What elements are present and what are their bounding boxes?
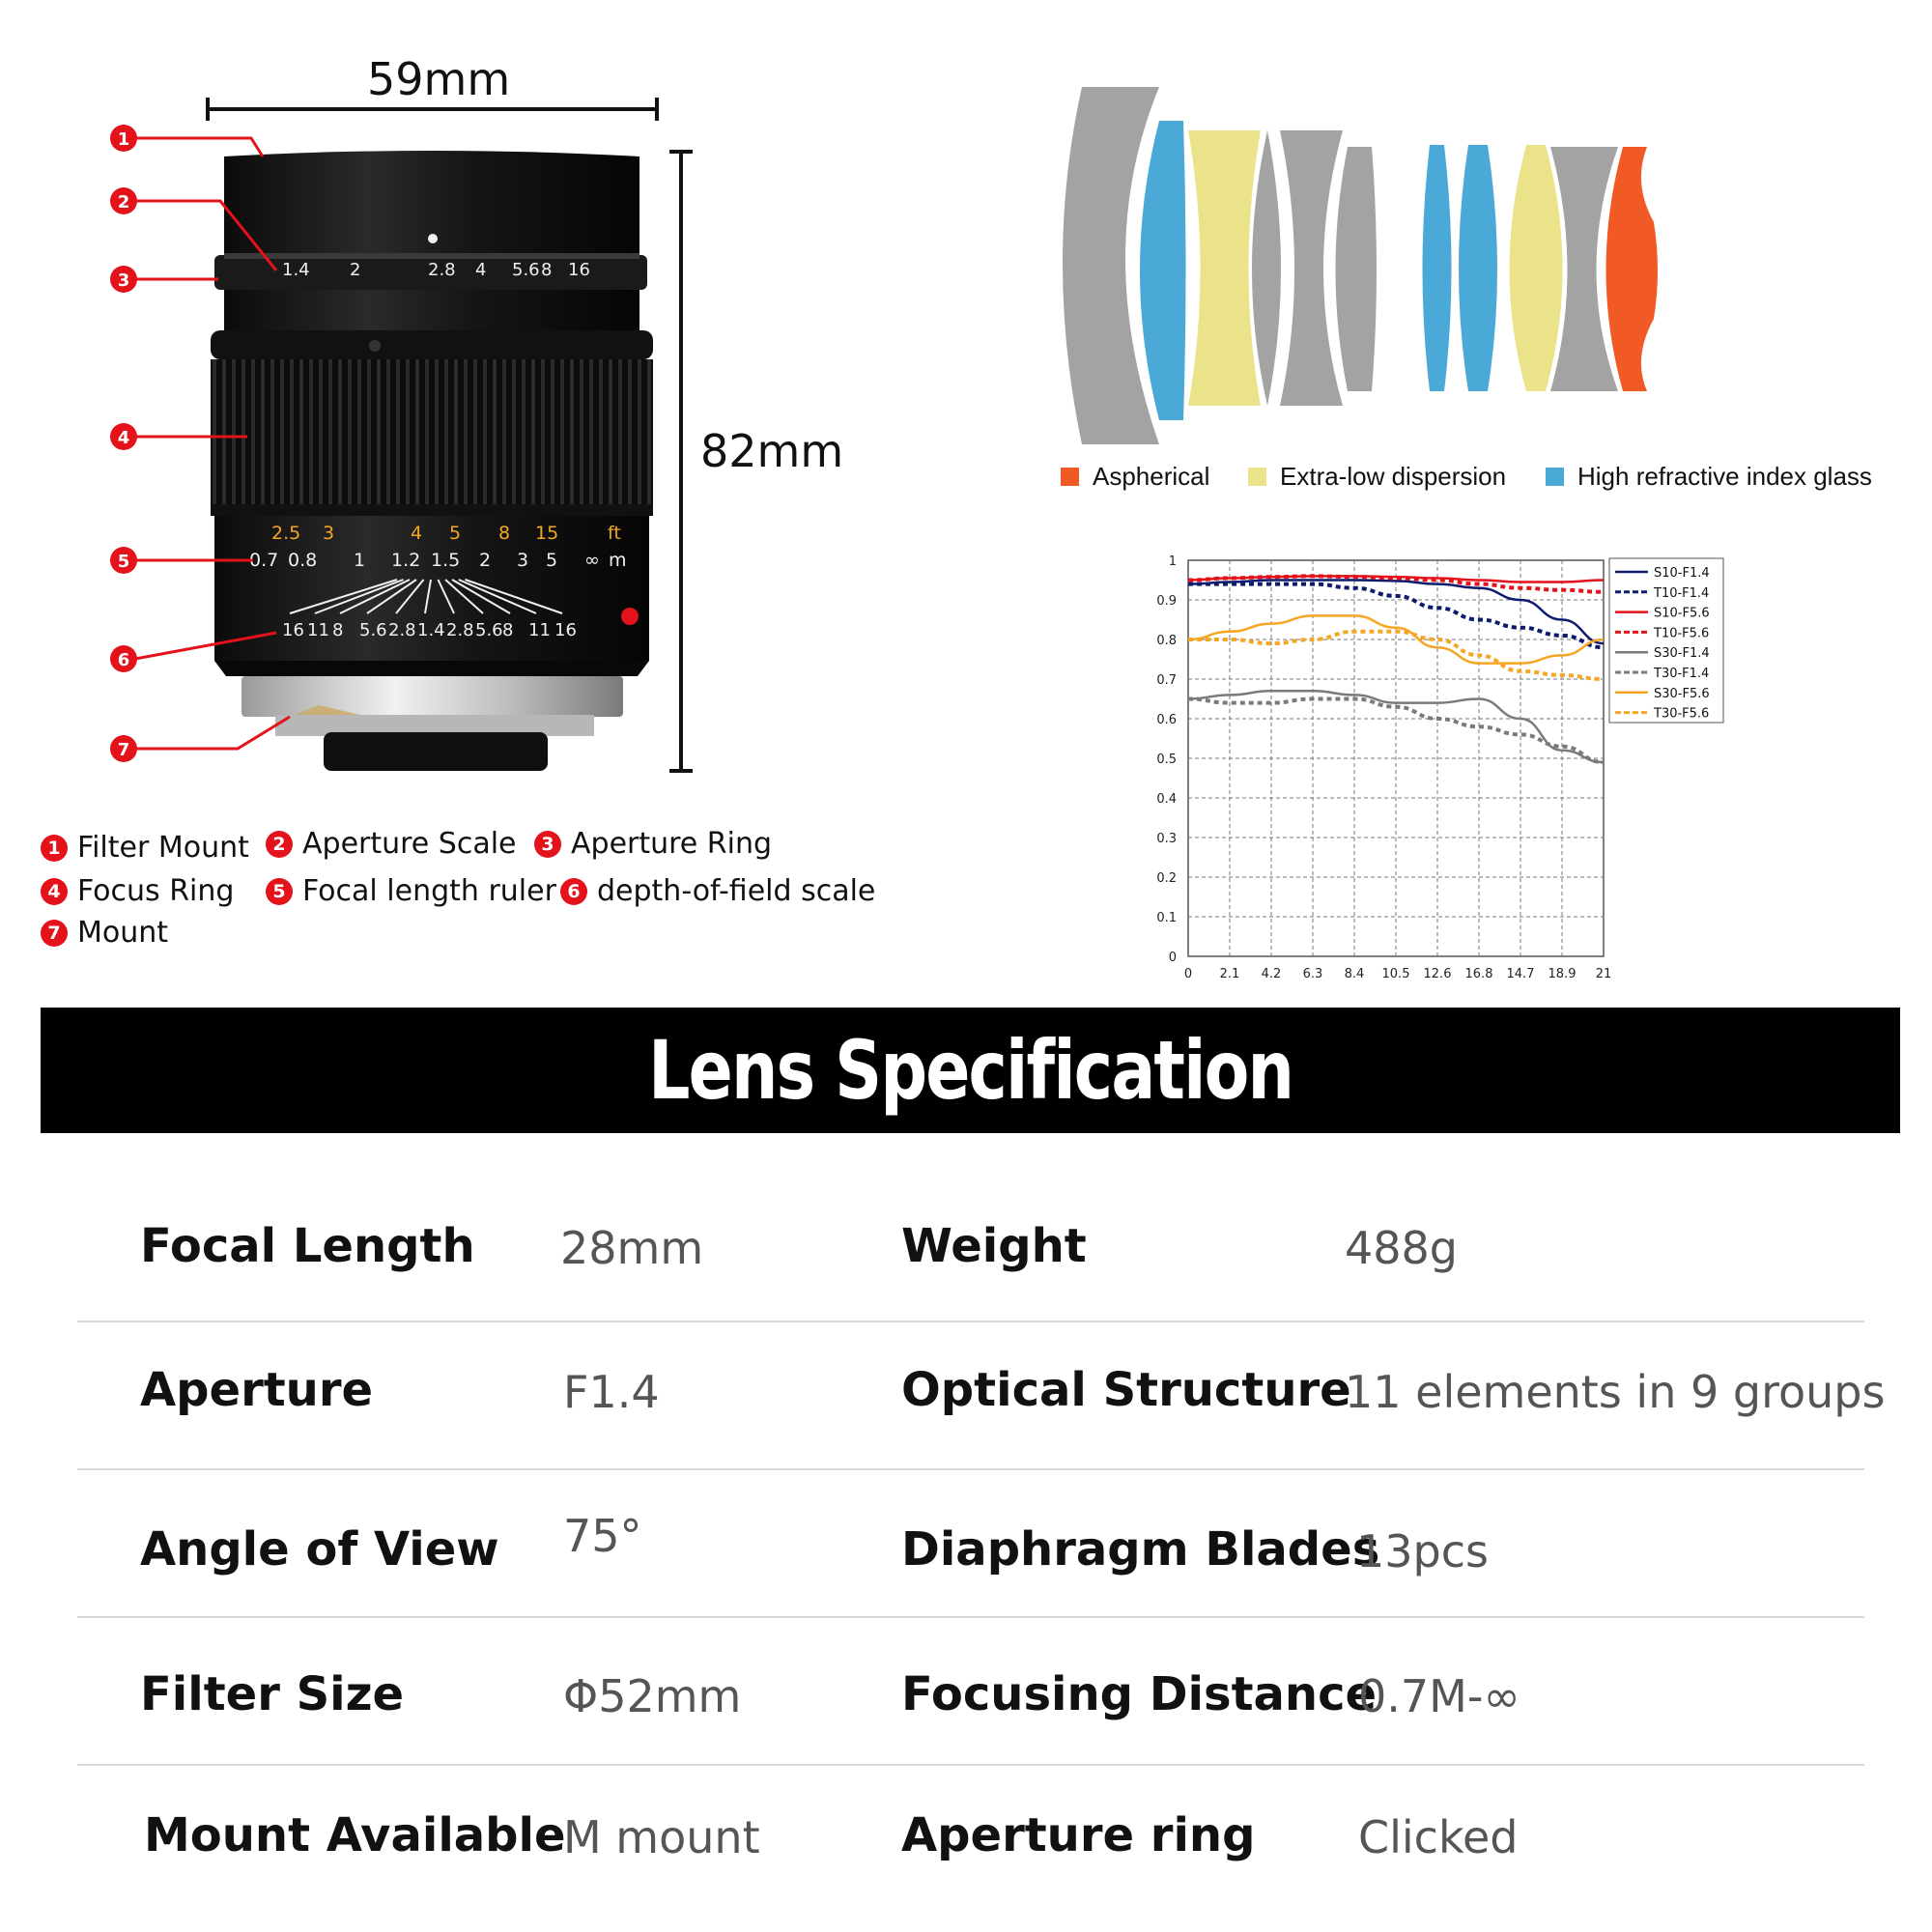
spec-label-aperture-ring: Aperture ring — [901, 1808, 1256, 1862]
callout-legend-aperture-ring — [534, 827, 772, 861]
spec-row-divider — [77, 1321, 1864, 1322]
distance-m-mark: 3 — [517, 550, 529, 571]
lens-body — [211, 151, 653, 771]
spec-label-diaphragm-blades: Diaphragm Blades — [901, 1522, 1380, 1577]
spec-value-aperture-ring: Clicked — [1358, 1811, 1519, 1863]
spec-label-filter-size: Filter Size — [140, 1667, 405, 1721]
callout-label: Aperture Ring — [571, 827, 773, 861]
aspherical-swatch — [1061, 468, 1079, 486]
aperture-scale-mark: 16 — [568, 260, 590, 280]
legend-series-name: S30-F5.6 — [1654, 686, 1710, 701]
spec-value-weight: 488g — [1345, 1222, 1458, 1274]
callout-legend-filter-mount — [41, 831, 249, 865]
aperture-scale-mark: 2 — [350, 260, 361, 280]
legend-label: High refractive index glass — [1577, 462, 1872, 491]
lens-element-3 — [1188, 130, 1261, 406]
x-tick-label: 12.6 — [1423, 967, 1452, 981]
mtf-chart — [1140, 541, 1739, 995]
spec-value-angle-of-view: 75° — [563, 1510, 642, 1562]
callout-legend-focal-length-ruler — [266, 874, 556, 908]
legend-series-name: S30-F1.4 — [1654, 646, 1710, 662]
number-badge: 5 — [266, 878, 293, 905]
spec-label-focusing-distance: Focusing Distance — [901, 1667, 1378, 1721]
distance-m-mark: 1 — [354, 550, 366, 571]
spec-label-aperture: Aperture — [140, 1363, 374, 1417]
spec-title: Lens Specification — [647, 1023, 1293, 1118]
x-tick-label: 4.2 — [1261, 967, 1282, 981]
dof-scale-mark: 5.6 — [359, 620, 387, 640]
lens-element-11 — [1606, 147, 1659, 391]
x-tick-label: 16.8 — [1464, 967, 1493, 981]
callout-badge-number: 6 — [117, 650, 130, 670]
x-tick-label: 14.7 — [1506, 967, 1535, 981]
spec-row-divider — [77, 1468, 1864, 1470]
spec-label-focal-length: Focal Length — [140, 1219, 475, 1273]
number-badge: 6 — [560, 878, 587, 905]
y-tick-label: 0 — [1168, 951, 1177, 965]
callout-legend-aperture-scale — [266, 827, 517, 861]
callout-label: Filter Mount — [77, 831, 249, 865]
height-dimension-line — [669, 152, 693, 771]
extra-low-dispersion-swatch — [1248, 468, 1266, 486]
callout-label: Aperture Scale — [302, 827, 517, 861]
number-badge: 7 — [41, 920, 68, 947]
callout-legend-focus-ring — [41, 874, 234, 908]
spec-value-mount-available: M mount — [563, 1811, 760, 1863]
distance-ft-mark: 3 — [323, 523, 335, 544]
lens-element-2 — [1140, 121, 1186, 420]
lens-element-9 — [1510, 145, 1563, 391]
distance-ft-mark: 8 — [498, 523, 511, 544]
x-tick-label: 0 — [1183, 967, 1193, 981]
height-label: 82mm — [700, 425, 844, 477]
spec-label-angle-of-view: Angle of View — [140, 1522, 499, 1577]
x-tick-label: 8.4 — [1344, 967, 1365, 981]
distance-ft-mark: 15 — [535, 523, 559, 544]
callout-legend-dof-scale — [560, 874, 875, 908]
callout-label: depth-of-field scale — [597, 874, 876, 908]
number-badge: 3 — [534, 831, 561, 858]
legend-label: Extra-low dispersion — [1280, 462, 1507, 491]
distance-ft-mark: 5 — [449, 523, 462, 544]
distance-m-mark: 1.5 — [431, 550, 461, 571]
number-badge: 4 — [41, 878, 68, 905]
lens-element-7 — [1423, 145, 1452, 391]
x-tick-label: 10.5 — [1381, 967, 1410, 981]
spec-label-mount-available: Mount Available — [144, 1808, 566, 1862]
dof-scale-mark: 11 — [528, 620, 551, 640]
y-tick-label: 0.4 — [1156, 792, 1177, 807]
callout-badge-number: 3 — [117, 270, 130, 291]
aperture-scale-mark: 5.6 — [512, 260, 540, 280]
distance-m-mark: 5 — [546, 550, 558, 571]
callout-badge-number: 1 — [117, 129, 130, 150]
dof-scale-mark: 5.6 — [475, 620, 503, 640]
distance-ft-mark: 4 — [411, 523, 423, 544]
lens-illustration — [0, 0, 869, 792]
x-tick-label: 21 — [1595, 967, 1612, 981]
spec-value-optical-structure: 11 elements in 9 groups — [1345, 1366, 1886, 1418]
spec-value-aperture: F1.4 — [563, 1366, 660, 1418]
number-badge: 2 — [266, 831, 293, 858]
x-tick-label: 2.1 — [1219, 967, 1240, 981]
dof-scale-mark: 16 — [282, 620, 304, 640]
callout-legend-mount — [41, 916, 168, 950]
y-tick-label: 0.6 — [1156, 713, 1177, 727]
spec-label-weight: Weight — [901, 1219, 1087, 1273]
callout-badge-number: 4 — [117, 428, 130, 448]
dof-scale-mark: 8 — [332, 620, 344, 640]
width-label: 59mm — [367, 53, 511, 105]
y-tick-label: 0.5 — [1156, 753, 1177, 767]
legend-series-name: S10-F5.6 — [1654, 606, 1710, 621]
distance-ft-mark: 2.5 — [271, 523, 301, 544]
y-tick-label: 0.9 — [1156, 594, 1177, 609]
callout-label: Focal length ruler — [302, 874, 556, 908]
distance-ft-mark: ft — [608, 523, 621, 544]
callout-label: Focus Ring — [77, 874, 235, 908]
callout-badge-number: 5 — [117, 552, 130, 572]
distance-m-mark: 0.8 — [288, 550, 318, 571]
dof-scale-mark: 16 — [554, 620, 577, 640]
spec-value-focal-length: 28mm — [560, 1222, 704, 1274]
x-tick-label: 18.9 — [1548, 967, 1577, 981]
y-tick-label: 0.8 — [1156, 634, 1177, 648]
optical-structure-diagram — [1053, 77, 1710, 464]
callout-label: Mount — [77, 916, 169, 950]
callout-number-badges — [110, 125, 137, 762]
spec-value-filter-size: Φ52mm — [563, 1670, 742, 1722]
dof-scale-labels — [282, 620, 577, 640]
distance-m-mark: ∞ — [584, 550, 600, 571]
callout-badge-number: 2 — [117, 192, 130, 213]
legend-label: Aspherical — [1093, 462, 1210, 491]
dof-scale-mark: 8 — [502, 620, 514, 640]
dof-scale-mark: 11 — [307, 620, 329, 640]
y-tick-label: 0.2 — [1156, 871, 1177, 886]
spec-value-diaphragm-blades: 13pcs — [1356, 1525, 1489, 1577]
legend-series-name: T30-F5.6 — [1654, 706, 1710, 722]
lens-element-4 — [1252, 130, 1281, 406]
callout-badge-number: 7 — [117, 740, 130, 760]
legend-series-name: T10-F5.6 — [1654, 626, 1710, 641]
lens-element-6 — [1336, 147, 1378, 391]
y-tick-label: 0.7 — [1156, 673, 1177, 688]
high-refractive-swatch — [1546, 468, 1564, 486]
distance-m-mark: 2 — [479, 550, 492, 571]
aperture-scale-mark: 1.4 — [282, 260, 310, 280]
legend-series-name: T10-F1.4 — [1654, 585, 1710, 601]
dof-scale-mark: 2.8 — [446, 620, 474, 640]
spec-value-focusing-distance: 0.7M-∞ — [1358, 1670, 1520, 1722]
spec-banner — [41, 1008, 1900, 1133]
spec-label-optical-structure: Optical Structure — [901, 1363, 1351, 1417]
dof-scale-mark: 1.4 — [417, 620, 445, 640]
optics-legend-extra-low-dispersion — [1248, 462, 1506, 492]
distance-m-mark: m — [609, 550, 627, 571]
aperture-scale-mark: 8 — [541, 260, 553, 280]
number-badge: 1 — [41, 835, 68, 862]
y-tick-label: 0.1 — [1156, 911, 1177, 925]
aperture-scale-mark: 4 — [475, 260, 487, 280]
x-tick-label: 6.3 — [1302, 967, 1323, 981]
y-tick-label: 0.3 — [1156, 832, 1177, 846]
dof-scale-mark: 2.8 — [388, 620, 416, 640]
optics-legend-aspherical — [1061, 462, 1209, 492]
spec-row-divider — [77, 1764, 1864, 1766]
lens-element-8 — [1459, 145, 1497, 391]
legend-series-name: S10-F1.4 — [1654, 566, 1710, 581]
distance-m-mark: 1.2 — [391, 550, 421, 571]
spec-row-divider — [77, 1616, 1864, 1618]
optics-legend-high-refractive — [1546, 462, 1872, 492]
aperture-scale-mark: 2.8 — [428, 260, 456, 280]
y-tick-label: 1 — [1168, 554, 1177, 569]
legend-series-name: T30-F1.4 — [1654, 667, 1710, 681]
lens-element-5 — [1280, 130, 1343, 406]
distance-m-mark: 0.7 — [249, 550, 279, 571]
